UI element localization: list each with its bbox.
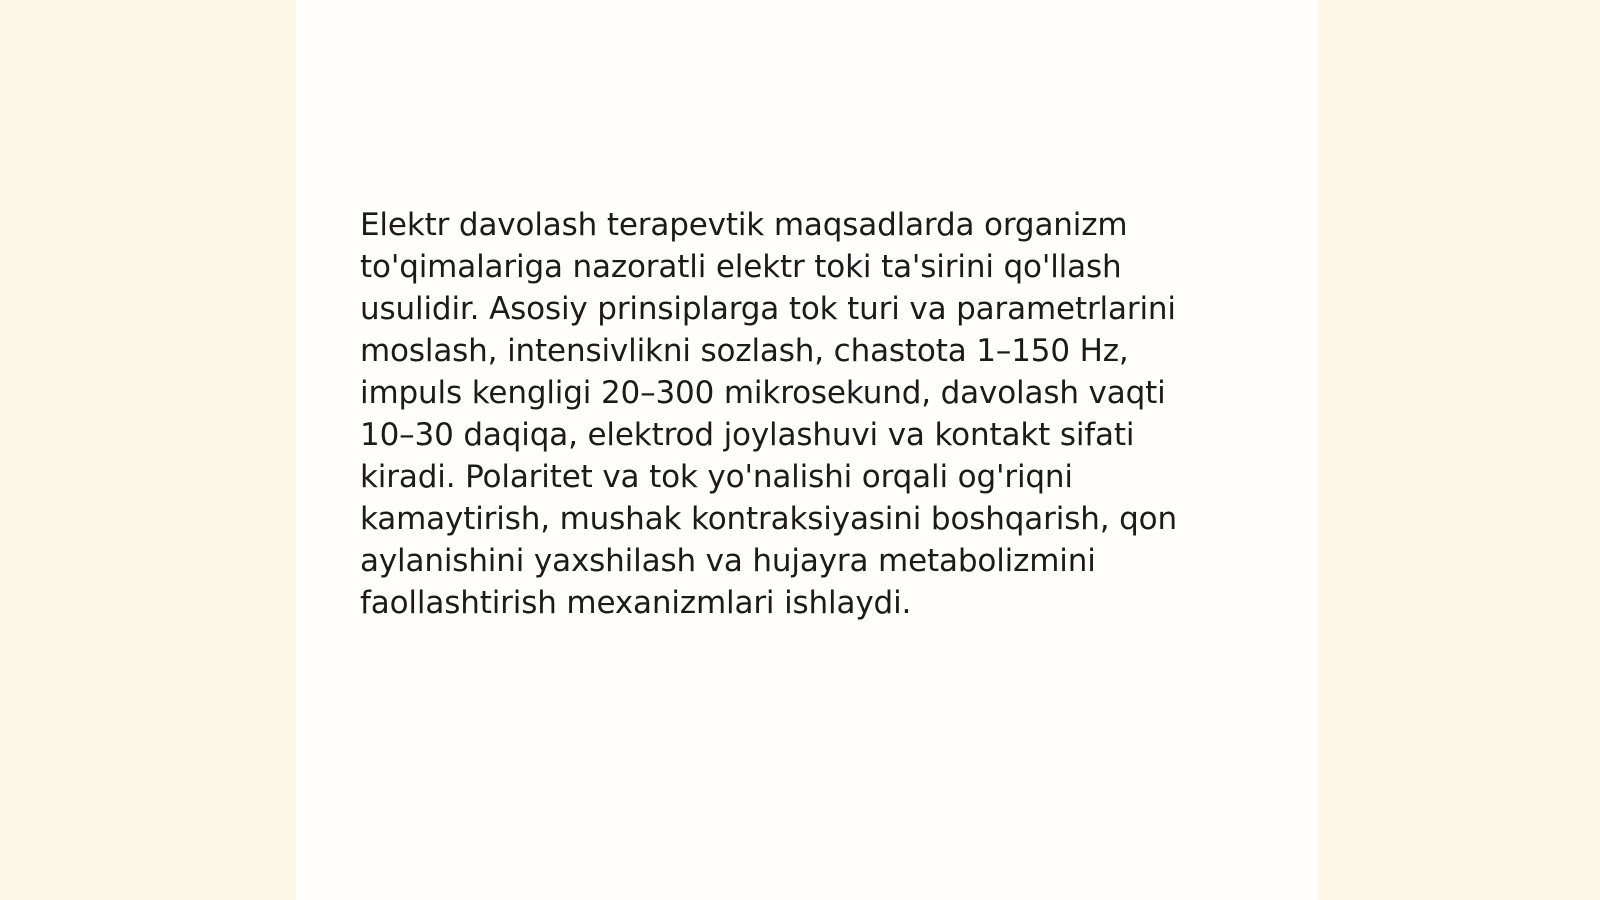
left-margin-panel xyxy=(0,0,296,900)
slide-body-text: Elektr davolash terapevtik maqsadlarda organizm to'qimalariga nazoratli elektr toki ta'sirini qo'llash usulidir. Asosiy prinsiplarga tok turi va parametrlarini moslash, intensivlikni sozlash, chastota 1–150 Hz, impuls kengligi 20–300 mikrosekund, davolash vaqti 10–30 daqiqa, elektrod joylashuvi va kontakt sifati kiradi. Polaritet va tok yo'nalishi orqali og'riqni kamaytirish, mushak kontraksiyasini boshqarish, qon aylanishini yaxshilash va hujayra metabolizmini faollashtirish mexanizmlari ishlaydi. xyxy=(360,207,1177,621)
presentation-slide xyxy=(296,0,1318,900)
right-margin-panel xyxy=(1318,0,1600,900)
